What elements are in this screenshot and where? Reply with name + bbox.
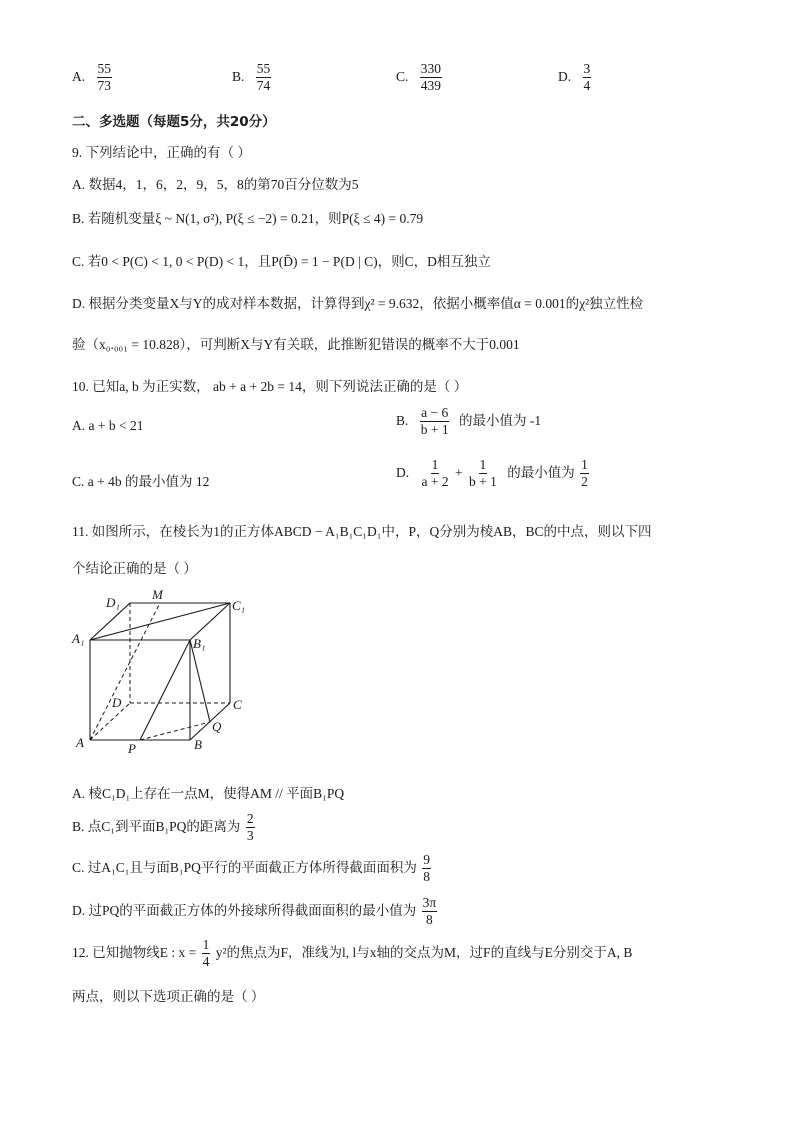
- option-label: D.: [558, 68, 572, 84]
- denominator: a + 2: [421, 474, 449, 490]
- q9-option-a: A. 数据4，1，6，2，9，5，8的第70百分位数为5: [72, 177, 359, 192]
- denominator: 3: [246, 828, 254, 844]
- q9-option-b: B. 若随机变量ξ ~ N(1, σ²), P(ξ ≤ −2) = 0.21，则P(ξ ≤ 4) = 0.79: [72, 211, 424, 226]
- fraction: [246, 812, 255, 843]
- numerator: 1: [580, 458, 589, 474]
- fraction: [256, 62, 272, 93]
- denominator: 8: [426, 912, 433, 928]
- fraction: [422, 896, 438, 927]
- q12-stem-line2: 两点，则以下选项正确的是（ ）: [72, 989, 265, 1004]
- fraction: [420, 62, 442, 93]
- numerator: 330: [420, 62, 442, 78]
- fraction: [468, 458, 498, 489]
- denominator: 2: [581, 474, 588, 490]
- option-tail: 的最小值为 -1: [459, 412, 542, 428]
- numerator: 3: [583, 62, 592, 78]
- q10-option-b: [396, 406, 541, 437]
- option-label: B.: [396, 412, 409, 428]
- denominator: 73: [97, 78, 111, 94]
- option-text: B. 点C₁到平面B₁PQ的距离为: [72, 818, 241, 834]
- stem-suffix: y²的焦点为F，准线为l, l与x轴的交点为M，过F的直线与E分别交于A, B: [215, 944, 633, 960]
- fraction: [580, 458, 589, 489]
- label-p: P: [128, 741, 136, 756]
- section-heading: 二、多选题（每题5分，共20分）: [72, 114, 276, 130]
- denominator: 4: [583, 78, 591, 94]
- q9-option-d-line2: 验（x₀.₀₀₁ = 10.828），可判断X与Y有关联，此推断犯错误的概率不大于0.001: [72, 337, 520, 352]
- numerator: 2: [246, 812, 255, 828]
- option-label: D.: [396, 464, 410, 480]
- fraction: [421, 458, 450, 489]
- q8-option-d: [558, 62, 593, 93]
- q11-stem-line1: 11. 如图所示，在棱长为1的正方体ABCD − A₁B₁C₁D₁中，P，Q分别为棱AB，BC的中点，则以下四: [72, 524, 652, 539]
- plus-sign: +: [454, 464, 463, 480]
- denominator: 74: [256, 78, 271, 94]
- q11-option-a: A. 棱C₁D₁上存在一点M，使得AM // 平面B₁PQ: [72, 786, 345, 801]
- numerator: 3π: [422, 896, 438, 912]
- option-text: D. 过PQ的平面截正方体的外接球所得截面面积的最小值为: [72, 902, 417, 918]
- q9-stem: 9. 下列结论中，正确的有（ ）: [72, 145, 251, 160]
- numerator: a − 6: [420, 406, 449, 422]
- option-label: B.: [232, 68, 245, 84]
- numerator: 1: [431, 458, 440, 474]
- numerator: 9: [422, 853, 431, 869]
- label-q: Q: [212, 719, 222, 734]
- label-d1: D₁: [106, 595, 120, 610]
- denominator: 439: [420, 78, 442, 94]
- label-d: D: [112, 695, 122, 710]
- denominator: 4: [202, 954, 210, 970]
- fraction: [420, 406, 450, 437]
- q12-stem-line1: [72, 938, 632, 969]
- q11-option-b: [72, 812, 257, 843]
- numerator: 55: [256, 62, 272, 78]
- numerator: 1: [479, 458, 488, 474]
- q11-option-d: [72, 896, 439, 927]
- q10-option-d: [396, 458, 591, 489]
- label-a: A: [76, 735, 84, 750]
- stem-prefix: 12. 已知抛物线E : x =: [72, 944, 197, 960]
- numerator: 1: [202, 938, 211, 954]
- option-tail: 的最小值为: [507, 464, 575, 480]
- q8-option-c: [396, 62, 444, 93]
- numerator: 55: [97, 62, 113, 78]
- label-a1: A₁: [72, 631, 85, 646]
- q9-option-d-line1: D. 根据分类变量X与Y的成对样本数据，计算得到χ² = 9.632，依据小概率值α = 0.001的χ²独立性检: [72, 296, 644, 311]
- fraction: [422, 853, 431, 884]
- q8-option-a: [72, 62, 114, 93]
- fraction: [583, 62, 592, 93]
- fraction: [202, 938, 211, 969]
- label-b: B: [194, 737, 202, 752]
- denominator: 8: [423, 869, 431, 885]
- q10-option-c: C. a + 4b 的最小值为 12: [72, 474, 210, 489]
- fraction: [97, 62, 113, 93]
- q10-stem: 10. 已知a, b 为正实数， ab + a + 2b = 14，则下列说法正确的是（ ）: [72, 379, 468, 394]
- q9-option-c: C. 若0 < P(C) < 1, 0 < P(D) < 1，且P(D̄) = 1 − P(D | C)，则C，D相互独立: [72, 254, 491, 269]
- option-label: A.: [72, 68, 86, 84]
- option-label: C.: [396, 68, 409, 84]
- cube-figure: [60, 585, 270, 760]
- option-text: C. 过A₁C₁且与面B₁PQ平行的平面截正方体所得截面面积为: [72, 859, 417, 875]
- label-c: C: [233, 697, 242, 712]
- label-b1: B₁: [193, 636, 206, 651]
- q8-option-b: [232, 62, 273, 93]
- q10-option-a: A. a + b < 21: [72, 418, 144, 433]
- label-c1: C₁: [232, 598, 246, 613]
- q11-option-c: [72, 853, 433, 884]
- q11-stem-line2: 个结论正确的是（ ）: [72, 561, 197, 576]
- label-m: M: [152, 587, 163, 602]
- denominator: b + 1: [420, 422, 449, 438]
- denominator: b + 1: [468, 474, 497, 490]
